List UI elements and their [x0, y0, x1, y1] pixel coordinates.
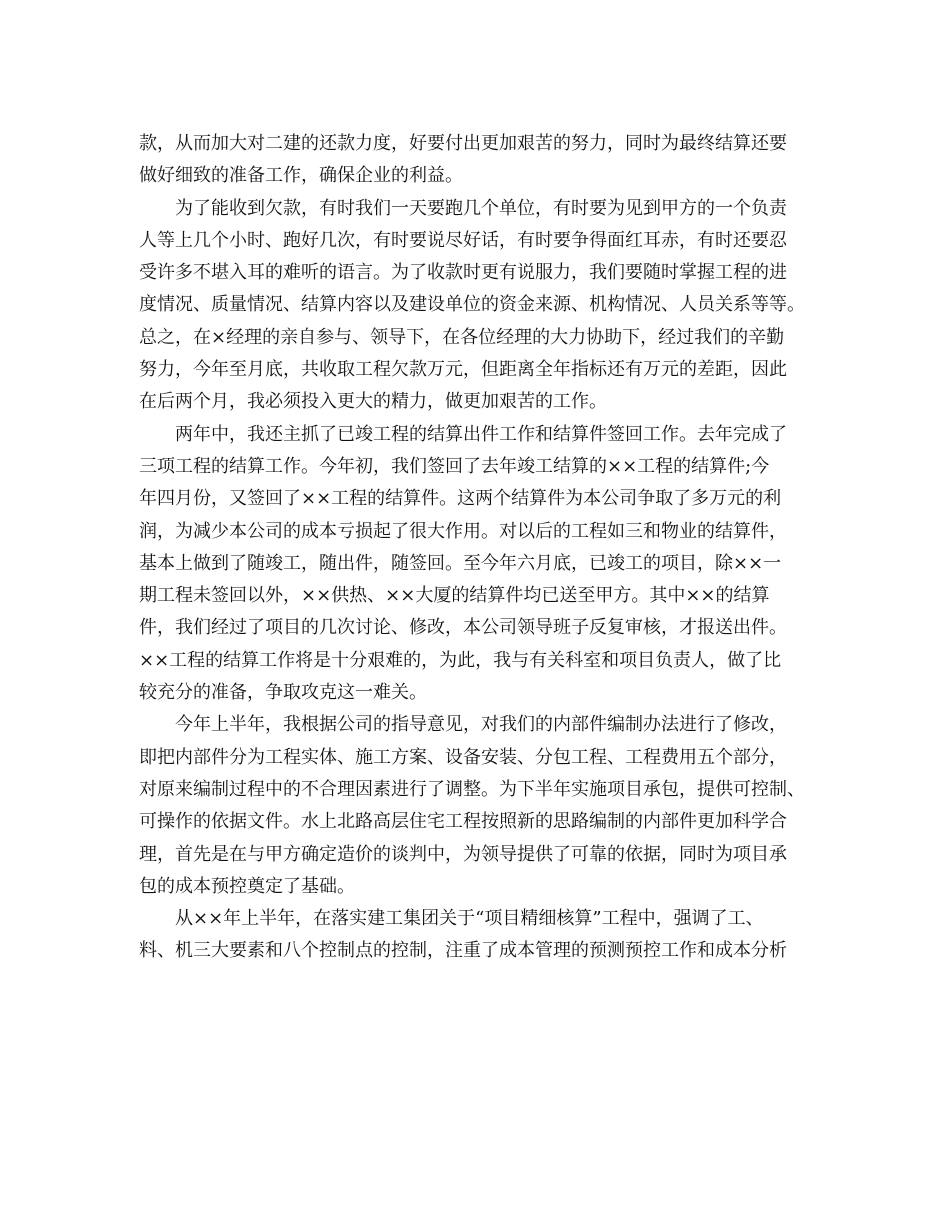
text-line: 期工程未签回以外，××供热、××大厦的结算件均已送至甲方。其中××的结算 [139, 585, 770, 607]
text-line: 做好细致的准备工作，确保企业的利益。 [139, 165, 463, 187]
text-line: 两年中，我还主抓了已竣工程的结算出件工作和结算件签回工作。去年完成了 [175, 423, 787, 445]
text-line: 即把内部件分为工程实体、施工方案、设备安装、分包工程、工程费用五个部分， [139, 746, 787, 768]
text-line: 从××年上半年，在落实建工集团关于“项目精细核算”工程中，强调了工、 [175, 908, 764, 930]
text-line: 理，首先是在与甲方确定造价的谈判中，为领导提供了可靠的依据，同时为项目承 [139, 843, 787, 865]
text-line: 年四月份，又签回了××工程的结算件。这两个结算件为本公司争取了多万元的利 [139, 488, 782, 510]
text-line: ××工程的结算工作将是十分艰难的，为此，我与有关科室和项目负责人，做了比 [139, 649, 782, 671]
paragraph [139, 128, 829, 193]
text-line: 三项工程的结算工作。今年初，我们签回了去年竣工结算的××工程的结算件;今 [139, 455, 770, 477]
text-line: 可操作的依据文件。水上北路高层住宅工程按照新的思路编制的内部件更加科学合 [139, 811, 787, 833]
text-line: 较充分的准备，争取攻克这一难关。 [139, 682, 427, 704]
text-line: 对原来编制过程中的不合理因素进行了调整。为下半年实施项目承包，提供可控制、 [139, 778, 805, 800]
paragraph [139, 193, 829, 419]
text-line: 包的成本预控奠定了基础。 [139, 875, 355, 897]
document-body [139, 128, 829, 968]
paragraph [139, 419, 829, 710]
text-line: 今年上半年，我根据公司的指导意见，对我们的内部件编制办法进行了修改， [175, 714, 787, 736]
text-line: 润，为减少本公司的成本亏损起了很大作用。对以后的工程如三和物业的结算件， [139, 520, 787, 542]
text-line: 人等上几个小时、跑好几次，有时要说尽好话，有时要争得面红耳赤，有时还要忍 [139, 229, 787, 251]
paragraph [139, 709, 829, 903]
text-line: 为了能收到欠款，有时我们一天要跑几个单位，有时要为见到甲方的一个负责 [175, 197, 787, 219]
paragraph [139, 903, 829, 968]
text-line: 料、机三大要素和八个控制点的控制，注重了成本管理的预测预控工作和成本分析 [139, 940, 787, 962]
text-line: 总之，在×经理的亲自参与、领导下，在各位经理的大力协助下，经过我们的辛勤 [139, 326, 785, 348]
text-line: 件，我们经过了项目的几次讨论、修改，本公司领导班子反复审核，才报送出件。 [139, 617, 787, 639]
text-line: 基本上做到了随竣工，随出件，随签回。至今年六月底，已竣工的项目，除××一 [139, 552, 782, 574]
text-line: 度情况、质量情况、结算内容以及建设单位的资金来源、机构情况、人员关系等等。 [139, 294, 805, 316]
text-line: 款，从而加大对二建的还款力度，好要付出更加艰苦的努力，同时为最终结算还要 [139, 133, 787, 154]
text-line: 在后两个月，我必须投入更大的精力，做更加艰苦的工作。 [139, 391, 607, 413]
text-line: 努力，今年至月底，共收取工程欠款万元，但距离全年指标还有万元的差距，因此 [139, 359, 787, 381]
text-line: 受许多不堪入耳的难听的语言。为了收款时更有说服力，我们要随时掌握工程的进 [139, 262, 787, 284]
